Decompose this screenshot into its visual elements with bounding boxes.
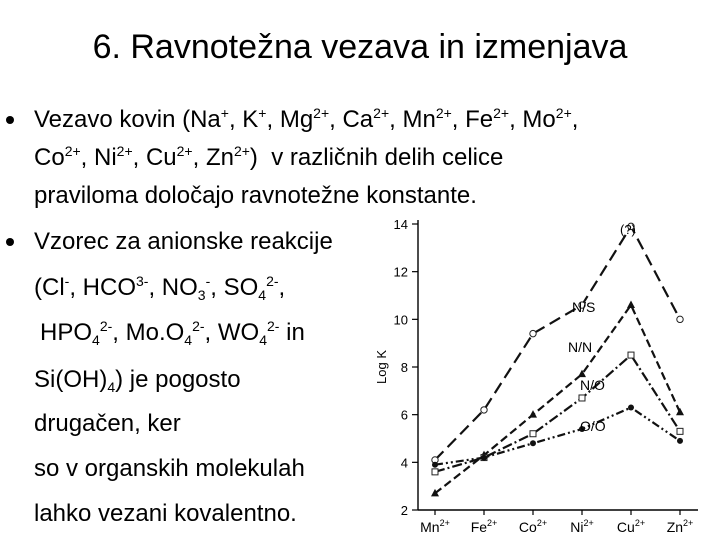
data-point <box>432 462 438 468</box>
data-point <box>481 407 487 413</box>
y-tick-label: 6 <box>400 407 408 423</box>
bullet2-line3: $HPO_4^{2-}$, $Mo.O_4^{2-}$, $WO_4^{2-}$ in <box>40 318 305 348</box>
bullet2-line5: drugačen, ker <box>34 410 181 437</box>
series-label: N/N <box>568 339 593 355</box>
data-point <box>530 440 536 446</box>
data-point <box>628 352 634 358</box>
data-point <box>676 408 684 416</box>
data-point <box>628 405 634 411</box>
bullet2-line2: (Cl-, $HCO^{3-}$, $NO_3^-$, $SO_4^{2-}$, <box>34 273 286 303</box>
data-point <box>677 428 683 434</box>
x-tick-label: $Fe^{2+}$ <box>470 518 498 535</box>
series-line-0 <box>435 226 680 460</box>
y-tick-label: 10 <box>393 312 408 328</box>
series-label: N/O <box>580 377 605 393</box>
data-point <box>432 469 438 475</box>
series-label: N/S <box>572 299 596 315</box>
data-point <box>529 410 537 418</box>
series-label: O/O <box>580 418 606 434</box>
y-tick-label: 14 <box>393 217 408 232</box>
y-tick-label: 8 <box>400 360 408 375</box>
data-point <box>579 395 585 401</box>
bullet2-line7: lahko vezani kovalentno. <box>34 500 297 527</box>
x-tick-label: $Ni^{2+}$ <box>570 518 594 535</box>
bullet1-line1: Vezavo kovin (Na+, K+, $Mg^{2+}$, $Ca^{2+}$, $Mn^{2+}$, $Fe^{2+}$, $Mo^{2+}$, <box>34 105 579 133</box>
bullet1-line2: $Co^{2+}$, $Ni^{2+}$, $Cu^{2+}$, $Zn^{2+}$) v različnih delih celice <box>34 143 504 171</box>
x-tick-label: $Mn^{2+}$ <box>420 518 450 535</box>
series-line-1 <box>435 305 680 493</box>
bullet2-line4: $Si(OH)_4$) je pogosto <box>34 366 241 395</box>
bullet-dot <box>6 116 14 124</box>
slide-title: 6. Ravnotežna vezava in izmenjava <box>92 28 628 66</box>
y-tick-label: 12 <box>393 264 408 280</box>
series-line-2 <box>435 355 680 472</box>
x-tick-label: $Zn^{2+}$ <box>666 518 694 535</box>
data-point <box>677 438 683 444</box>
y-axis-label: Log K <box>374 350 389 384</box>
data-point <box>627 301 635 309</box>
x-tick-label: $Co^{2+}$ <box>518 518 548 535</box>
chart-annotation: (?) <box>620 222 636 237</box>
bullet-dot <box>6 238 14 246</box>
x-tick-label: $Cu^{2+}$ <box>616 518 646 535</box>
bullet2-line1: Vzorec za anionske reakcije <box>34 228 333 255</box>
y-tick-label: 2 <box>400 503 408 518</box>
data-point <box>530 330 536 336</box>
logk-line-chart <box>362 210 702 540</box>
data-point <box>677 316 683 322</box>
bullet1-line3: praviloma določajo ravnotežne konstante. <box>34 182 477 209</box>
data-point <box>481 455 487 461</box>
y-tick-label: 4 <box>400 455 408 471</box>
bullet2-line6: so v organskih molekulah <box>34 455 305 482</box>
data-point <box>530 431 536 437</box>
